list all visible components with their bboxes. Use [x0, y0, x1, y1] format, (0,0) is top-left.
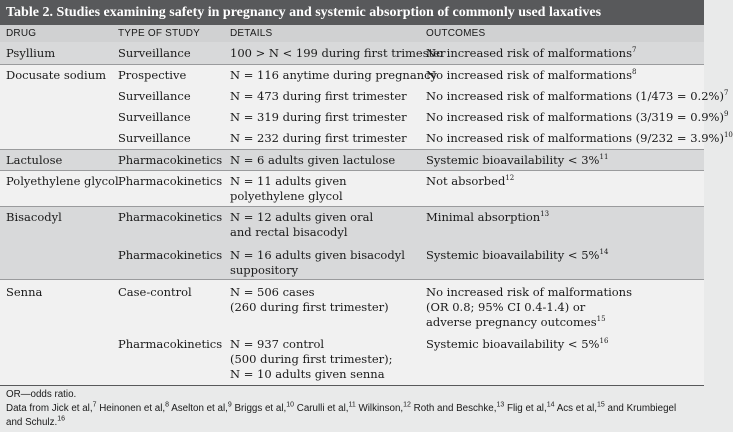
details-cell-line2: polyethylene glycol — [230, 189, 343, 203]
ref-superscript: 16 — [57, 415, 65, 423]
details-cell: N = 319 during first trimester — [230, 110, 407, 124]
type-cell: Surveillance — [118, 89, 191, 103]
type-cell: Pharmacokinetics — [118, 210, 223, 224]
outcome-text: Systemic bioavailability < 5% — [426, 337, 600, 351]
sources-note-line2 — [6, 416, 700, 430]
header-type: TYPE OF STUDY — [118, 28, 201, 39]
outcome-cell — [426, 67, 636, 83]
source-name: Acs et al, — [554, 403, 597, 414]
outcome-cell — [426, 45, 636, 61]
table-row-group — [0, 65, 733, 149]
outcome-cell — [426, 109, 728, 125]
table-row-group — [0, 280, 704, 385]
details-cell-line2: and rectal bisacodyl — [230, 225, 348, 239]
type-cell: Case-control — [118, 285, 192, 299]
ref-superscript: 13 — [540, 210, 550, 219]
ref-superscript: 13 — [496, 401, 505, 409]
abbreviation-note: OR—odds ratio. — [6, 389, 77, 400]
ref-superscript: 15 — [597, 401, 605, 409]
source-name: Aselton et al, — [169, 403, 228, 414]
type-cell: Pharmacokinetics — [118, 248, 223, 262]
table-header — [0, 25, 704, 42]
table-footnote — [6, 388, 700, 430]
outcome-cell — [426, 130, 733, 146]
ref-superscript: 10 — [723, 131, 733, 140]
outcome-text: Systemic bioavailability < 3% — [426, 153, 600, 167]
details-cell: N = 506 cases — [230, 285, 315, 299]
drug-cell: Senna — [6, 285, 43, 299]
outcome-text: No increased risk of malformations (1/473 = 0.2%) — [426, 89, 724, 103]
type-cell: Surveillance — [118, 110, 191, 124]
source-name: Wilkinson, — [355, 403, 404, 414]
ref-superscript: 7 — [632, 46, 637, 55]
outcome-cell-line3 — [426, 314, 606, 330]
details-cell: N = 116 anytime during pregnancy — [230, 68, 438, 82]
ref-superscript: 7 — [723, 89, 729, 98]
header-drug: DRUG — [6, 28, 37, 39]
source-name: Roth and Beschke, — [410, 403, 497, 414]
outcome-cell — [426, 209, 549, 225]
outcome-cell — [426, 247, 608, 263]
ref-superscript: 12 — [505, 174, 515, 183]
ref-superscript: 7 — [92, 401, 97, 409]
table-row — [0, 171, 704, 206]
source-name: Flig et al, — [504, 403, 547, 414]
drug-cell: Psyllium — [6, 46, 56, 60]
outcome-cell-line2: (OR 0.8; 95% CI 0.4-1.4) or — [426, 300, 586, 314]
ref-superscript: 15 — [596, 315, 606, 324]
ref-superscript: 12 — [403, 401, 411, 409]
ref-superscript: 8 — [165, 401, 170, 409]
outcome-cell: No increased risk of malformations — [426, 285, 632, 299]
source-name: and Krumbiegel — [604, 403, 677, 414]
type-cell: Pharmacokinetics — [118, 174, 223, 188]
details-cell-line2: (500 during first trimester); — [230, 352, 393, 366]
drug-cell: Lactulose — [6, 153, 63, 167]
table-row — [0, 42, 704, 64]
table-row-group — [0, 207, 704, 279]
header-outcomes: OUTCOMES — [426, 28, 486, 39]
ref-superscript: 14 — [599, 248, 609, 257]
outcome-text: No increased risk of malformations — [426, 68, 632, 82]
outcome-cell — [426, 173, 514, 189]
ref-superscript: 10 — [286, 401, 295, 409]
details-cell: N = 11 adults given — [230, 174, 347, 188]
table-row — [0, 150, 704, 170]
details-cell-line2: (260 during first trimester) — [230, 300, 389, 314]
ref-superscript: 8 — [632, 68, 637, 77]
outcome-text: No increased risk of malformations (3/319 = 0.9%) — [426, 110, 724, 124]
table-title: Table 2. Studies examining safety in pregnancy and systemic absorption of commonly used laxatives — [0, 0, 704, 25]
drug-cell: Polyethylene glycol — [6, 174, 119, 188]
ref-superscript: 16 — [599, 337, 609, 346]
source-name: and Schulz. — [6, 417, 58, 428]
outcome-text: Minimal absorption — [426, 210, 541, 224]
sources-note — [6, 402, 700, 416]
source-name: Data from Jick et al, — [6, 403, 93, 414]
ref-superscript: 11 — [348, 401, 356, 409]
drug-cell: Bisacodyl — [6, 210, 62, 224]
details-cell: N = 937 control — [230, 337, 325, 351]
outcome-text: Not absorbed — [426, 174, 506, 188]
source-name: Heinonen et al, — [96, 403, 166, 414]
outcome-text: Systemic bioavailability < 5% — [426, 248, 600, 262]
details-cell: N = 12 adults given oral — [230, 210, 374, 224]
outcome-cell — [426, 88, 728, 104]
outcome-text: No increased risk of malformations — [426, 46, 632, 60]
drug-cell: Docusate sodium — [6, 68, 107, 82]
details-cell: 100 > N < 199 during first trimester — [230, 46, 446, 60]
ref-superscript: 9 — [723, 110, 729, 119]
source-name: Briggs et al, — [231, 403, 287, 414]
ref-superscript: 9 — [227, 401, 232, 409]
outcome-cell — [426, 152, 608, 168]
ref-superscript: 14 — [546, 401, 555, 409]
outcome-text: adverse pregnancy outcomes — [426, 315, 597, 329]
type-cell: Prospective — [118, 68, 187, 82]
type-cell: Pharmacokinetics — [118, 153, 223, 167]
outcome-cell — [426, 336, 608, 352]
outcome-text: No increased risk of malformations (9/232 = 3.9%) — [426, 131, 724, 145]
details-cell: N = 473 during first trimester — [230, 89, 407, 103]
type-cell: Surveillance — [118, 46, 191, 60]
details-cell-line2: suppository — [230, 263, 299, 277]
header-details: DETAILS — [230, 28, 273, 39]
type-cell: Pharmacokinetics — [118, 337, 223, 351]
type-cell: Surveillance — [118, 131, 191, 145]
details-cell: N = 16 adults given bisacodyl — [230, 248, 405, 262]
details-cell: N = 232 during first trimester — [230, 131, 407, 145]
details-cell-line3: N = 10 adults given senna — [230, 367, 385, 381]
ref-superscript: 11 — [599, 153, 609, 162]
source-name: Carulli et al, — [294, 403, 349, 414]
details-cell: N = 6 adults given lactulose — [230, 153, 396, 167]
